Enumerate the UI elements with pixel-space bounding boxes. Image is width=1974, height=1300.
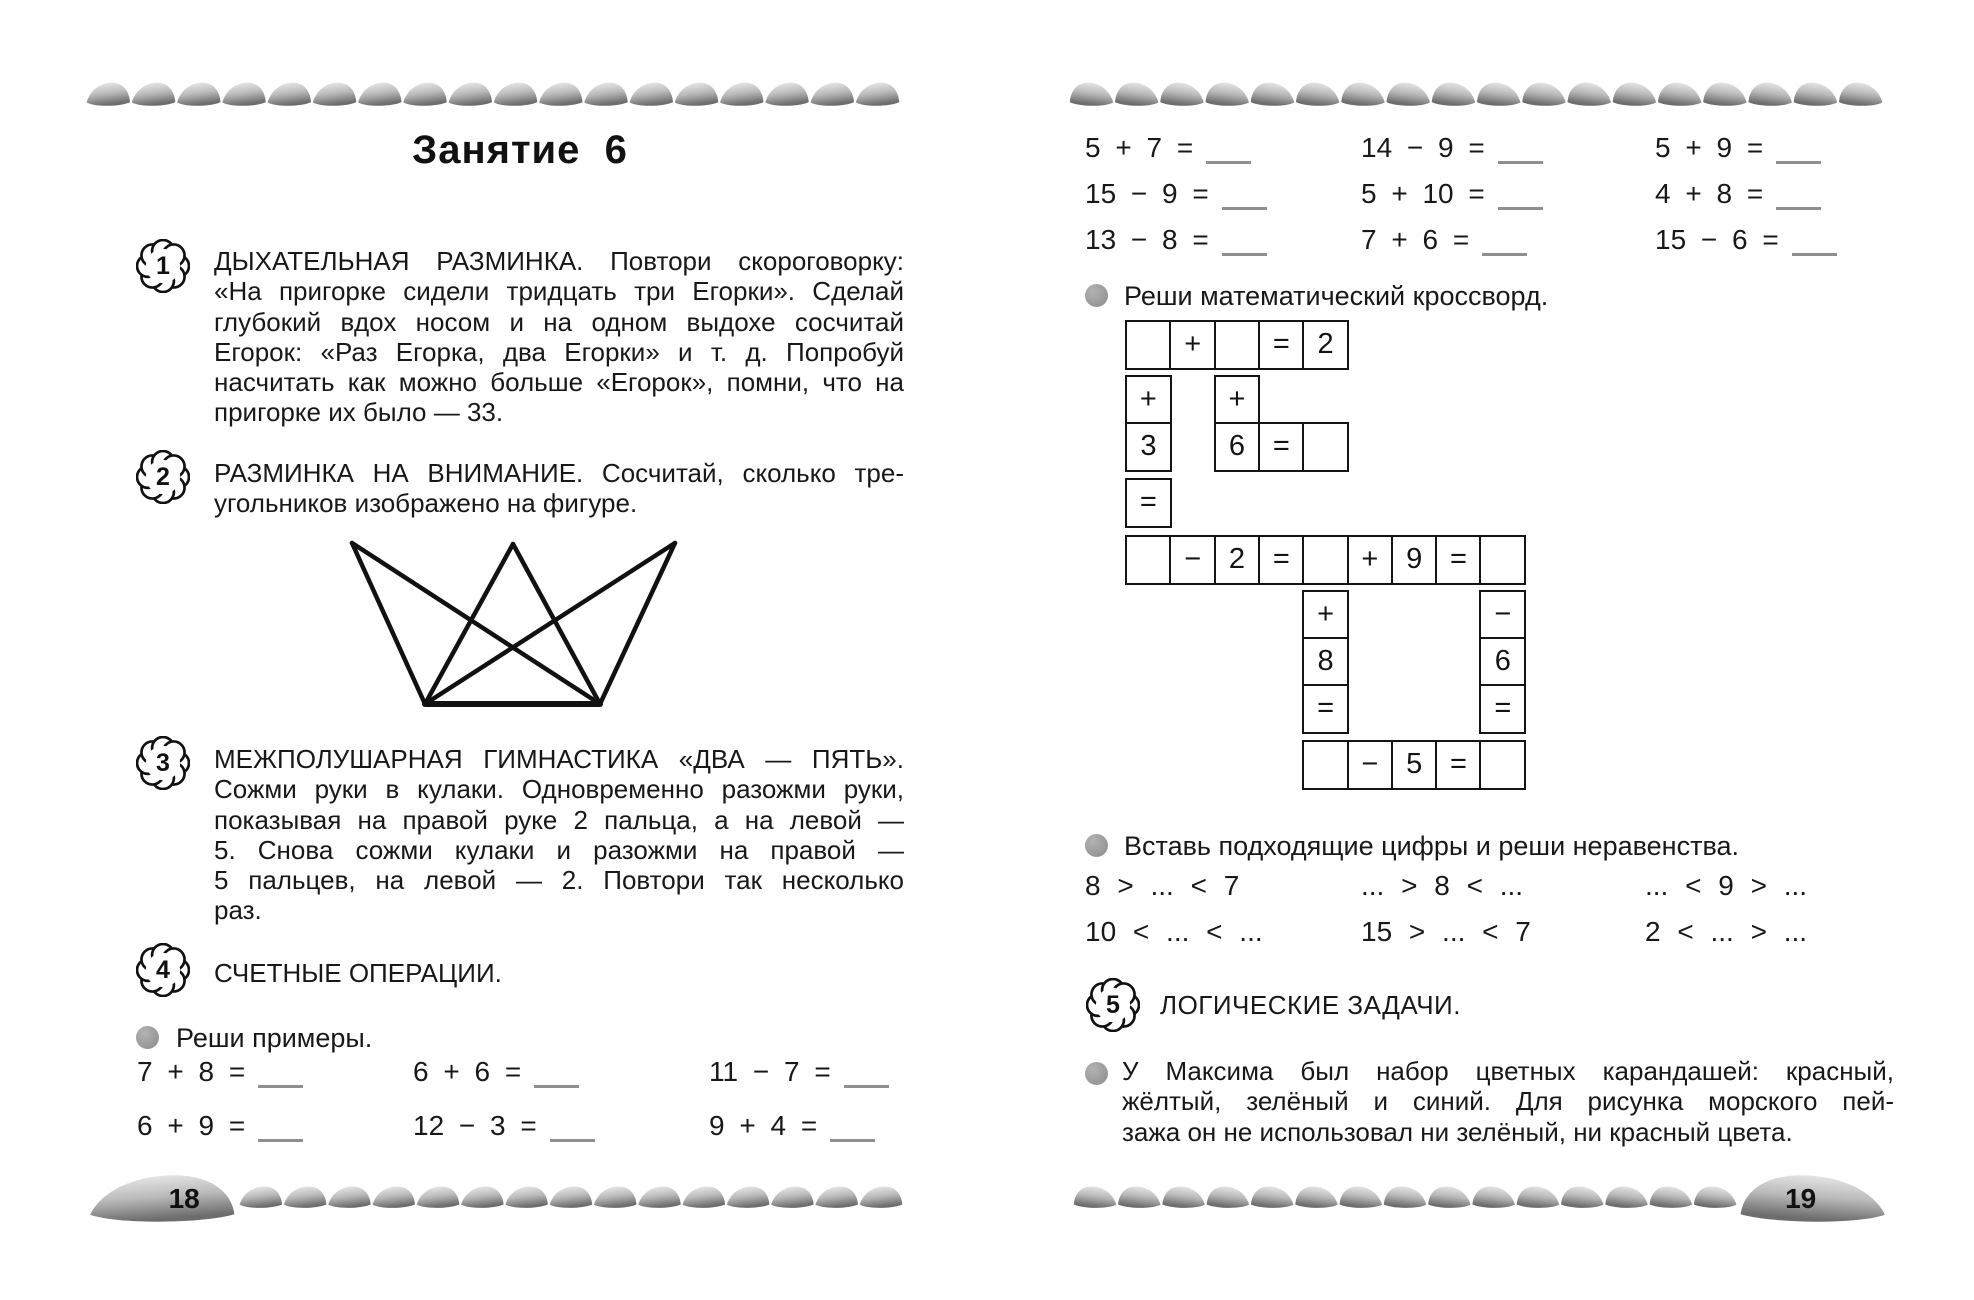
answer-blank[interactable] [1222, 253, 1267, 256]
leaf-border-bottom-right [1072, 1184, 1738, 1209]
math-example: 14 − 9 = [1361, 132, 1543, 164]
crossword-cell: 6 [1214, 422, 1261, 472]
answer-blank[interactable] [1206, 161, 1251, 164]
inequality-item: 2 < ... > ... [1645, 916, 1808, 947]
inequality-item: 10 < ... < ... [1085, 916, 1263, 947]
exercise-text [214, 458, 904, 519]
crossword-cell: 5 [1391, 740, 1438, 790]
text-line: угольников изображено на фигуре. [214, 488, 638, 519]
page-number-right: 19 [1785, 1183, 1817, 1214]
answer-blank[interactable] [534, 1085, 579, 1088]
answer-blank[interactable] [1498, 161, 1543, 164]
crossword-cell: = [1125, 478, 1172, 528]
bullet-icon [136, 1026, 159, 1049]
page-number-leaf [85, 1170, 237, 1224]
text-line: Егорок: «Раз Егорка, два Егорки» и т. д. Попробуй [214, 336, 904, 367]
answer-blank[interactable] [1222, 207, 1267, 210]
exercise-number: 3 [156, 748, 170, 777]
answer-blank[interactable] [1792, 253, 1837, 256]
math-example: 15 − 9 = [1085, 178, 1267, 210]
crossword-cell: − [1479, 590, 1526, 640]
crossword-cell: + [1169, 320, 1216, 370]
text-line: У Максима был набор цветных карандашей: красный, [1122, 1056, 1894, 1086]
exercise-number-badge [136, 450, 190, 504]
crossword-cell: + [1125, 375, 1172, 425]
math-example: 11 − 7 = [709, 1056, 889, 1088]
exercise-number: 1 [156, 251, 170, 280]
crossword-cell: 2 [1214, 535, 1261, 585]
text-line: МЕЖПОЛУШАРНАЯ ГИМНАСТИКА «ДВА — ПЯТЬ». [214, 744, 904, 774]
text-line: СЧЕТНЫЕ ОПЕРАЦИИ. [214, 958, 502, 988]
text-line: глубокий вдох носом и на одном выдохе сосчитай [214, 306, 904, 337]
exercise-title: ЛОГИЧЕСКИЕ ЗАДАЧИ. [1160, 990, 1461, 1020]
text-line: насчитать как можно больше «Егорок», помни, что на [214, 367, 904, 398]
text-line: зажа он не использовал ни зелёный, ни красный цвета. [1122, 1116, 1793, 1147]
text-line: «На пригорке сидели тридцать три Егорки». Сделай [214, 276, 904, 307]
crossword-cell-empty[interactable] [1302, 422, 1349, 472]
math-example: 7 + 6 = [1361, 224, 1527, 256]
inequality-item: 8 > ... < 7 [1085, 870, 1240, 901]
math-example: 4 + 8 = [1655, 178, 1821, 210]
math-example: 12 − 3 = [413, 1110, 595, 1142]
lesson-title: Занятие 6 [412, 128, 628, 172]
crossword-cell-empty[interactable] [1479, 740, 1526, 790]
math-example: 7 + 8 = [137, 1056, 303, 1088]
answer-blank[interactable] [1498, 207, 1543, 210]
answer-blank[interactable] [258, 1139, 303, 1142]
math-example: 15 − 6 = [1655, 224, 1837, 256]
crossword-cell: = [1258, 320, 1305, 370]
leaf-border-bottom-left [238, 1184, 904, 1209]
logic-task-text [1122, 1056, 1894, 1147]
crossword-cell-empty[interactable] [1214, 320, 1261, 370]
exercise-number-badge [1086, 978, 1140, 1032]
inequality-item: ... > 8 < ... [1361, 870, 1524, 901]
crossword-cell: = [1435, 740, 1482, 790]
answer-blank[interactable] [830, 1139, 875, 1142]
text-line: показывая на правой руке 2 пальца, а на левой — [214, 804, 904, 835]
bullet-icon [1085, 284, 1108, 307]
crossword-cell: 2 [1302, 320, 1349, 370]
math-example: 13 − 8 = [1085, 224, 1267, 256]
crossword-prompt: Реши математический кроссворд. [1124, 281, 1549, 311]
crossword-cell: 3 [1125, 422, 1172, 472]
math-example: 5 + 7 = [1085, 132, 1251, 164]
text-line: жёлтый, зелёный и синий. Для рисунка морского пей- [1122, 1086, 1894, 1117]
crossword-cell-empty[interactable] [1302, 740, 1349, 790]
crossword-cell: = [1435, 535, 1482, 585]
exercise-number: 4 [156, 955, 170, 984]
text-line: пригорке их было — 33. [214, 397, 504, 428]
inequality-item: ... < 9 > ... [1645, 870, 1808, 901]
bullet-icon [1085, 834, 1108, 857]
exercise-text [214, 246, 904, 428]
math-example: 6 + 9 = [137, 1110, 303, 1142]
crossword-cell: = [1258, 422, 1305, 472]
text-line: 5 пальцев, на левой — 2. Повтори так несколько [214, 865, 904, 896]
exercise-number-badge [136, 943, 190, 997]
exercise-number: 5 [1106, 990, 1120, 1019]
crossword-cell: 6 [1479, 637, 1526, 687]
exercise-number: 2 [156, 462, 170, 491]
text-line: 5. Снова сожми кулаки и разожми на правой — [214, 834, 904, 865]
inequalities-prompt: Вставь подходящие цифры и реши неравенства. [1124, 831, 1740, 861]
crossword-cell: = [1258, 535, 1305, 585]
crossword-cell-empty[interactable] [1479, 535, 1526, 585]
page-number-leaf [1738, 1170, 1890, 1224]
text-line: ДЫХАТЕЛЬНАЯ РАЗМИНКА. Повтори скороговорку: [214, 246, 904, 276]
crossword-grid [1125, 320, 1527, 790]
crossword-cell: + [1214, 375, 1261, 425]
leaf-border-top-left [85, 80, 901, 107]
text-line: раз. [214, 895, 262, 926]
crossword-cell: − [1169, 535, 1216, 585]
crossword-cell-empty[interactable] [1125, 535, 1172, 585]
crossword-cell: − [1347, 740, 1394, 790]
leaf-border-top-right [1068, 80, 1884, 107]
crossword-cell: 8 [1302, 637, 1349, 687]
crossword-cell-empty[interactable] [1125, 320, 1172, 370]
exercise-number-badge [136, 239, 190, 293]
inequality-item: 15 > ... < 7 [1361, 916, 1531, 947]
examples-prompt: Реши примеры. [176, 1023, 373, 1053]
triangles-figure [340, 536, 685, 708]
answer-blank[interactable] [1776, 207, 1821, 210]
text-line: Сожми руки в кулаки. Одновременно разожми руки, [214, 774, 904, 805]
answer-blank[interactable] [1482, 253, 1527, 256]
crossword-cell: = [1479, 684, 1526, 734]
exercise-text [214, 958, 904, 988]
crossword-cell: 9 [1391, 535, 1438, 585]
crossword-cell-empty[interactable] [1302, 535, 1349, 585]
crossword-cell: + [1302, 590, 1349, 640]
math-example: 5 + 9 = [1655, 132, 1821, 164]
answer-blank[interactable] [844, 1085, 889, 1088]
exercise-number-badge [136, 736, 190, 790]
math-example: 9 + 4 = [709, 1110, 875, 1142]
answer-blank[interactable] [1776, 161, 1821, 164]
exercise-text [214, 744, 904, 926]
crossword-cell: = [1302, 684, 1349, 734]
math-example: 6 + 6 = [413, 1056, 579, 1088]
crossword-cell: + [1347, 535, 1394, 585]
page-number-left: 18 [168, 1183, 200, 1214]
text-line: РАЗМИНКА НА ВНИМАНИЕ. Сосчитай, сколько тре- [214, 458, 904, 488]
answer-blank[interactable] [258, 1085, 303, 1088]
answer-blank[interactable] [550, 1139, 595, 1142]
bullet-icon [1085, 1062, 1108, 1085]
math-example: 5 + 10 = [1361, 178, 1543, 210]
